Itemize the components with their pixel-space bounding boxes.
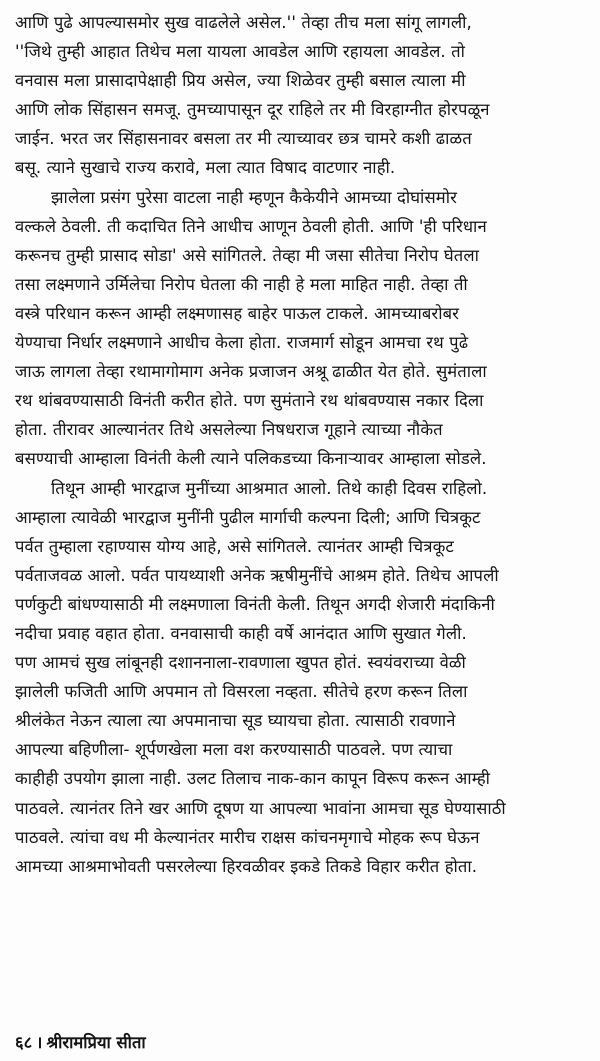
text-line: वनवास मला प्रासादापेक्षाही प्रिय असेल, ज्या शिळेवर तुम्ही बसाल त्याला मी — [15, 71, 466, 91]
page-footer — [15, 1030, 146, 1053]
page-number: ६८ — [15, 1033, 33, 1052]
book-title: श्रीरामप्रिया सीता — [46, 1033, 146, 1052]
text-line: पाठवले. त्यानंतर तिने खर आणि दूषण या आपल्या भावांना आमचा सूड घेण्यासाठी — [15, 798, 506, 818]
text-line: रथ थांबवण्यासाठी विनंती करीत होते. पण सुमंताने रथ थांबवण्यास नकार दिला — [15, 391, 484, 411]
text-line: झालेली फजिती आणि अपमान तो विसरला नव्हता. सीतेचे हरण करून तिला — [15, 682, 468, 702]
body-text — [15, 8, 590, 881]
text-line: आपल्या बहिणीला- शूर्पणखेला मला वश करण्यासाठी पाठवले. पण त्याचा — [15, 740, 453, 760]
paragraph — [15, 183, 590, 474]
text-line: वल्कले ठेवली. ती कदाचित तिने आधीच आणून ठेवली होती. आणि 'ही परिधान — [15, 216, 487, 236]
text-line: येण्याचा निर्धार लक्ष्मणाने आधीच केला होता. राजमार्ग सोडून आमचा रथ पुढे — [15, 333, 469, 353]
text-line: पर्वत तुम्हाला रहाण्यास योग्य आहे, असे सांगितले. त्यानंतर आम्ही चित्रकूट — [15, 536, 454, 556]
footer-separator: । — [36, 1033, 43, 1052]
text-line: तसा लक्ष्मणाने उर्मिलेचा निरोप घेतला की नाही हे मला माहित नाही. तेव्हा ती — [15, 274, 468, 294]
text-line: बसण्याची आम्हाला विनंती केली त्याने पलिकडच्या किनाऱ्यावर आम्हाला सोडले. — [15, 449, 487, 469]
text-line: आणि पुढे आपल्यासमोर सुख वाढलेले असेल.'' तेव्हा तीच मला सांगू लागली, — [15, 13, 472, 32]
text-line: काहीही उपयोग झाला नाही. उलट तिलाच नाक-कान कापून विरूप करून आम्ही — [15, 769, 491, 789]
text-line: श्रीलंकेत नेऊन त्याला त्या अपमानाचा सूड घ्यायचा होता. त्यासाठी रावणाने — [15, 711, 456, 731]
text-line: जाईन. भरत जर सिंहासनावर बसला तर मी त्याच्यावर छत्र चामरे कशी ढाळत — [15, 129, 472, 149]
text-line: बसू. त्याने सुखाचे राज्य करावे, मला त्यात विषाद वाटणार नाही. — [15, 158, 396, 178]
text-line: आमच्या आश्रमाभोवती पसरलेल्या हिरवळीवर इकडे तिकडे विहार करीत होता. — [15, 856, 478, 876]
text-line: पाठवले. त्यांचा वध मी केल्यानंतर मारीच राक्षस कांचनमृगाचे मोहक रूप घेऊन — [15, 827, 480, 847]
text-line: आम्हाला त्यावेळी भारद्वाज मुनींनी पुढील मार्गाची कल्पना दिली; आणि चित्रकूट — [15, 507, 481, 527]
text-line: पर्वताजवळ आलो. पर्वत पायथ्याशी अनेक ऋषीमुनींचे आश्रम होते. तिथेच आपली — [15, 565, 499, 585]
text-line: करूनच तुम्ही प्रासाद सोडा' असे सांगितले. तेव्हा मी जसा सीतेचा निरोप घेतला — [15, 245, 479, 265]
text-line: आणि लोक सिंहासन समजू. तुमच्यापासून दूर राहिले तर मी विरहाग्नीत होरपळून — [15, 100, 490, 120]
text-line: पण आमचं सुख लांबूनही दशाननाला-रावणाला खुपत होतं. स्वयंवराच्या वेळी — [15, 653, 466, 673]
text-line: नदीचा प्रवाह वहात होता. वनवासाची काही वर्षे आनंदात आणि सुखात गेली. — [15, 623, 467, 643]
text-line: होता. तीरावर आल्यानंतर तिथे असलेल्या निषधराज गूहाने त्याच्या नौकेत — [15, 420, 443, 440]
text-line: जाऊ लागला तेव्हा रथामागोमाग अनेक प्रजाजन अश्रू ढाळीत येत होते. सुमंताला — [15, 362, 487, 382]
text-line: ''जिथे तुम्ही आहात तिथेच मला यायला आवडेल आणि रहायला आवडेल. तो — [15, 42, 466, 62]
text-line: वस्त्रे परिधान करून आम्ही लक्ष्मणासह बाहेर पाऊल टाकले. आमच्याबरोबर — [15, 303, 460, 323]
text-line: झालेला प्रसंग पुरेसा वाटला नाही म्हणून कैकेयीने आमच्या दोघांसमोर — [51, 187, 457, 207]
text-line: तिथून आम्ही भारद्वाज मुनींच्या आश्रमात आलो. तिथे काही दिवस राहिलो. — [51, 478, 488, 498]
paragraph — [15, 474, 590, 881]
text-line: पर्णकुटी बांधण्यासाठी मी लक्ष्मणाला विनंती केली. तिथून अगदी शेजारी मंदाकिनी — [15, 594, 495, 614]
paragraph — [15, 8, 590, 183]
